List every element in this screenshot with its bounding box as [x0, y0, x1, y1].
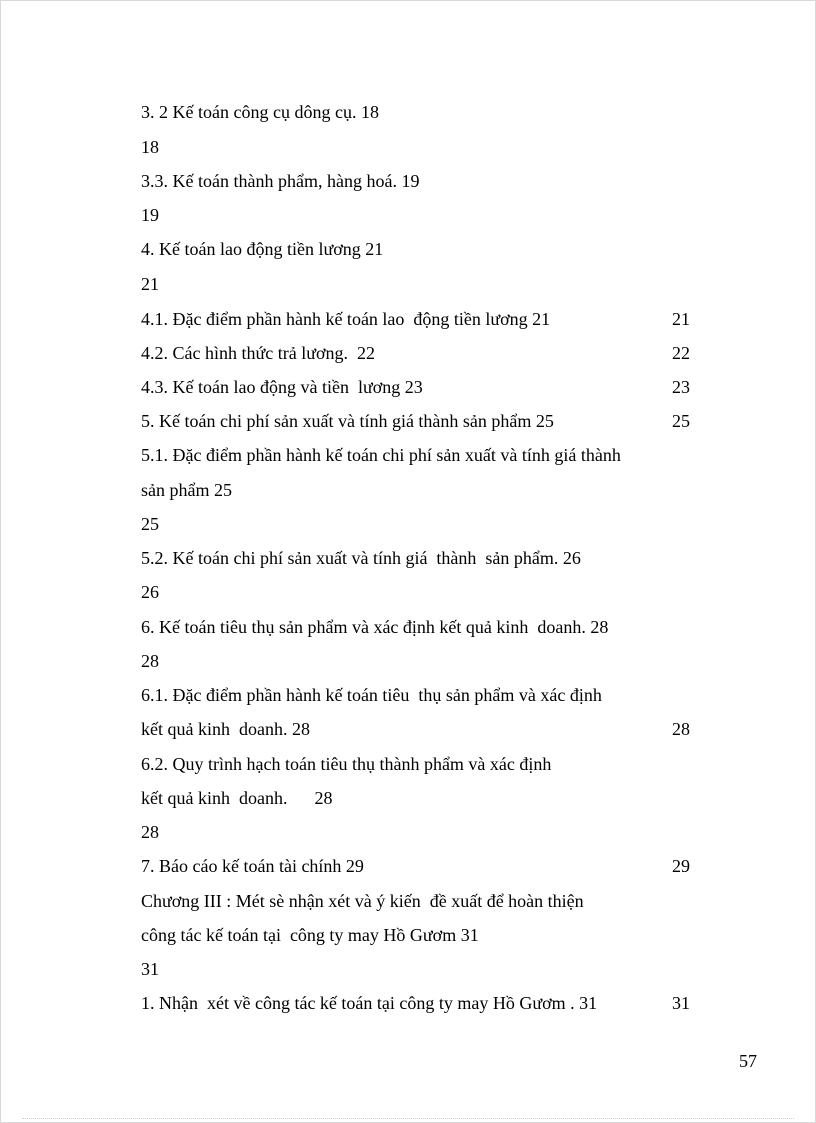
- toc-line: [141, 989, 701, 1017]
- toc-entry-text: kết quả kinh doanh. 28: [141, 788, 333, 808]
- toc-line: [141, 647, 701, 675]
- toc-entry-text: 25: [141, 514, 159, 534]
- toc-line: [141, 133, 701, 161]
- toc-entry-text: 19: [141, 205, 159, 225]
- toc-entry-text: 4.1. Đặc điểm phần hành kế toán lao động tiền lương 21: [141, 309, 551, 329]
- toc-line: [141, 887, 701, 915]
- toc-line: [141, 305, 701, 333]
- toc-entry-text: 4. Kế toán lao động tiền lương 21: [141, 239, 384, 259]
- toc-entry-text: 4.2. Các hình thức trả lương. 22: [141, 343, 375, 363]
- toc-entry-page: 23: [672, 377, 690, 397]
- toc-line: [141, 613, 701, 641]
- toc-entry-text: 3.3. Kế toán thành phẩm, hàng hoá. 19: [141, 171, 420, 191]
- toc-line: [141, 818, 701, 846]
- toc-line: [141, 578, 701, 606]
- toc-entry-text: 26: [141, 582, 159, 602]
- toc-line: [141, 98, 701, 126]
- toc-entry-text: công tác kế toán tại công ty may Hồ Gươm 31: [141, 925, 479, 945]
- toc-entry-page: 25: [672, 411, 690, 431]
- toc-entry-page: 22: [672, 343, 690, 363]
- toc-entry-page: 31: [672, 993, 690, 1013]
- toc-line: [141, 784, 701, 812]
- toc-entry-text: 6.2. Quy trình hạch toán tiêu thụ thành phẩm và xác định: [141, 754, 552, 774]
- toc-entry-page: 28: [672, 719, 690, 739]
- toc-line: [141, 270, 701, 298]
- toc-line: [141, 681, 701, 709]
- toc-entry-text: 3. 2 Kế toán công cụ dông cụ. 18: [141, 102, 379, 122]
- toc-line: [141, 407, 701, 435]
- toc-line: [141, 544, 701, 572]
- toc-line: [141, 201, 701, 229]
- toc-entry-text: kết quả kinh doanh. 28: [141, 719, 310, 739]
- toc-line: [141, 373, 701, 401]
- toc-entry-text: 6. Kế toán tiêu thụ sản phẩm và xác định kết quả kinh doanh. 28: [141, 617, 609, 637]
- toc-entry-page: 21: [672, 309, 690, 329]
- toc-entry-text: 18: [141, 137, 159, 157]
- toc-line: [141, 441, 701, 469]
- toc-entry-text: 5. Kế toán chi phí sản xuất và tính giá thành sản phẩm 25: [141, 411, 554, 431]
- toc-line: [141, 715, 701, 743]
- page-number: 57: [739, 1051, 757, 1071]
- page-bottom-edge: [22, 1118, 794, 1120]
- toc-line: [141, 852, 701, 880]
- toc-line: [141, 339, 701, 367]
- toc-line: [141, 235, 701, 263]
- toc-line: [141, 955, 701, 983]
- toc-entry-text: 5.1. Đặc điểm phần hành kế toán chi phí sản xuất và tính giá thành: [141, 445, 621, 465]
- toc-entry-text: sản phẩm 25: [141, 480, 232, 500]
- toc-line: [141, 921, 701, 949]
- toc-entry-text: Chương III : Mét sè nhận xét và ý kiến đề xuất để hoàn thiện: [141, 891, 584, 911]
- toc-entry-page: 29: [672, 856, 690, 876]
- toc-entry-text: 31: [141, 959, 159, 979]
- toc-entry-text: 6.1. Đặc điểm phần hành kế toán tiêu thụ sản phẩm và xác định: [141, 685, 602, 705]
- toc-entry-text: 28: [141, 822, 159, 842]
- toc-entry-text: 1. Nhận xét về công tác kế toán tại công ty may Hồ Gươm . 31: [141, 993, 598, 1013]
- toc-entry-text: 5.2. Kế toán chi phí sản xuất và tính giá thành sản phẩm. 26: [141, 548, 581, 568]
- toc-line: [141, 167, 701, 195]
- toc-entry-text: 7. Báo cáo kế toán tài chính 29: [141, 856, 364, 876]
- toc-entry-text: 21: [141, 274, 159, 294]
- toc-entry-text: 4.3. Kế toán lao động và tiền lương 23: [141, 377, 423, 397]
- toc-entry-text: 28: [141, 651, 159, 671]
- toc-line: [141, 750, 701, 778]
- toc-line: [141, 510, 701, 538]
- toc-line: [141, 476, 701, 504]
